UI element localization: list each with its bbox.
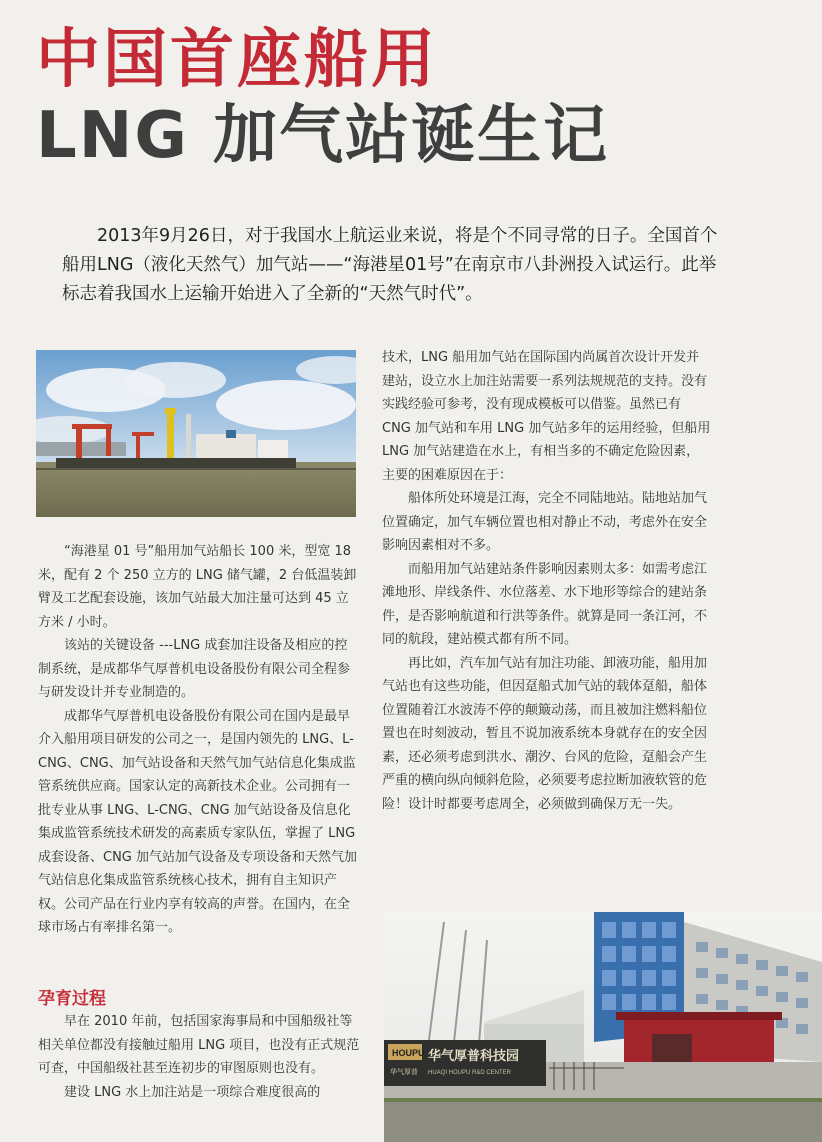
right-column xyxy=(382,346,712,816)
left-para-1: “海港星 01 号”船用加气站船长 100 米，型宽 18 米，配有 2 个 250 立方的 LNG 储气罐，2 台低温装卸臂及工艺配套设施，该加气站最大加注量可达到 45 立方米 / 小时。 xyxy=(38,544,357,630)
left-column-2 xyxy=(38,1010,360,1104)
lead-text: 2013年9月26日，对于我国水上航运业来说，将是个不同寻常的日子。全国首个船用LNG（液化天然气）加气站——“海港星01号”在南京市八卦洲投入试运行。此举标志着我国水上运输开始进入了全新的“天然气时代”。 xyxy=(62,226,718,304)
left-column xyxy=(38,540,360,940)
sign-name-en: HUAQI HOUPU R&D CENTER xyxy=(428,1070,512,1076)
right-para-2: 船体所处环境是江海，完全不同陆地站。陆地站加气位置确定，加气车辆位置也相对静止不动，考虑外在安全影响因素相对不多。 xyxy=(382,491,708,553)
lng-station-photo xyxy=(36,350,356,517)
right-para-1: 技术，LNG 船用加气站在国际国内尚属首次设计开发并建站，设立水上加注站需要一系列法规规范的支持。没有实践经验可参考，没有现成模板可以借鉴。虽然已有 CNG 加气站和车用 LNG 加气站多年的运用经验，但船用 LNG 加气站建造在水上，有相当多的不确定危险因素，主要的困难原因在于： xyxy=(382,350,711,483)
headline-line-1: 中国首座船用 xyxy=(36,23,438,97)
rd-center-photo xyxy=(384,912,822,1142)
right-para-4: 再比如，汽车加气站有加注功能、卸液功能，船用加气站也有这些功能，但因趸船式加气站的载体趸船，船体位置随着江水波涛不停的颠簸动荡，而且被加注燃料船位置也在时刻波动，暂且不说加液系统本身就存在的安全因素，还必须考虑到洪水、潮汐、台风的危险，趸船会产生严重的横向纵向倾斜危险，必须要考虑拉断加液软管的危险！设计时都要考虑周全，必须做到确保万无一失。 xyxy=(382,655,708,812)
headline-line-2: LNG 加气站诞生记 xyxy=(36,99,610,173)
left2-para-2: 建设 LNG 水上加注站是一项综合难度很高的 xyxy=(64,1084,321,1100)
right-para-3: 而船用加气站建站条件影响因素则太多：如需考虑江滩地形、岸线条件、水位落差、水下地形等综合的建站条件，是否影响航道和行洪等条件。就算是同一条江河，不同的航段，建站模式都有所不同。 xyxy=(382,561,708,647)
subheading: 孕育过程 xyxy=(38,989,106,1009)
left-para-2: 该站的关键设备 ---LNG 成套加注设备及相应的控制系统，是成都华气厚普机电设备股份有限公司全程参与研发设计并专业制造的。 xyxy=(38,638,351,700)
sign-name: 华气厚普科技园 xyxy=(428,1049,520,1064)
sign-logo: HOUPU xyxy=(392,1048,425,1058)
left-para-3: 成都华气厚普机电设备股份有限公司在国内是最早介入船用项目研发的公司之一，是国内领先的 LNG、L-CNG、CNG、加气站设备和天然气加气站信息化集成监管系统供应商。国家认定的高新技术企业。公司拥有一批专业从事 LNG、L-CNG、CNG 加气站设备及信息化集成监管系统技术研发的高素质专家队伍，掌握了 LNG 成套设备、CNG 加气站加气设备及专项设备和天然气加气站信息化集成监管系统核心技术，拥有自主知识产权。公司产品在行业内享有较高的声誉。在国内，在全球市场占有率排名第一。 xyxy=(38,708,358,935)
sign-logo-sub: 华气厚普 xyxy=(390,1068,418,1076)
lead-paragraph xyxy=(62,222,722,309)
left2-para-1: 早在 2010 年前，包括国家海事局和中国船级社等相关单位都没有接触过船用 LNG 项目，也没有正式规范可查，中国船级社甚至连初步的审图原则也没有。 xyxy=(38,1014,360,1076)
